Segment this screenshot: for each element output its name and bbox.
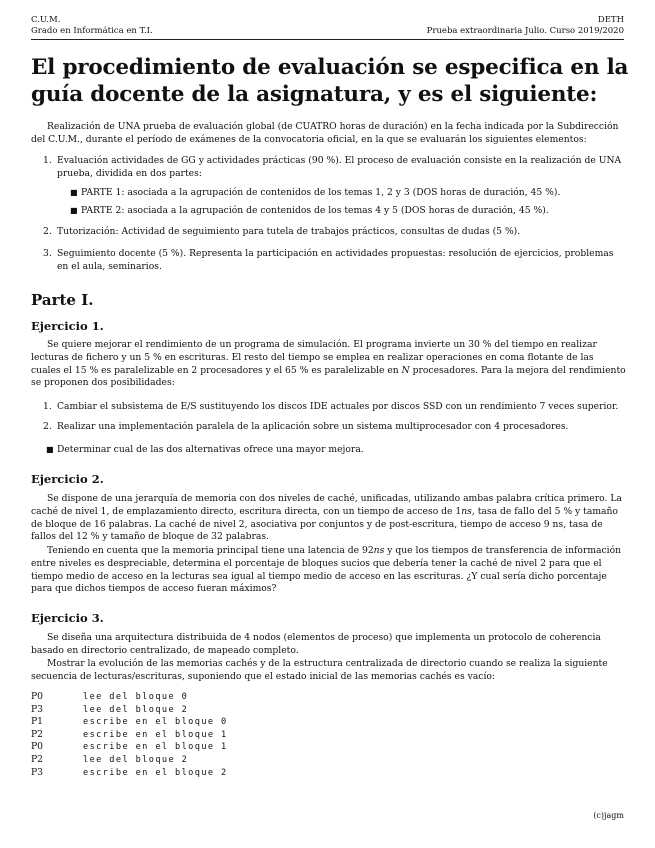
eval-item	[43, 155, 625, 181]
eval-item	[43, 226, 625, 239]
eval-item	[43, 248, 625, 274]
option-item	[43, 421, 625, 434]
eval-subitem	[70, 187, 626, 200]
intro-paragraph: Realización de UNA prueba de evaluación global (de CUATRO horas de duración) en la fecha indicada por la Subdirección del C.U.M., durante el período de exámenes de la convocatoria oficial, en la que se evaluarán los siguientes elementos:	[31, 121, 619, 145]
header-left	[31, 15, 153, 37]
header-rule	[31, 39, 624, 40]
exercise-2-paragraph-1: Se dispone de una jerarquía de memoria con dos niveles de caché, unificadas, utilizando ambas palabra crítica primero. La caché de nivel 1, de emplazamiento directo, escritura directa, con un tiempo de acceso de 1ns, tasa de fallo del 5 % y tamaño de bloque de 16 palabras. La caché de nivel 2, asociativa por conjuntos y de post-escritura, tiempo de acceso 9 ns, tasa de fallos del 12 % y tamaño de bloque de 32 palabras.	[31, 493, 622, 543]
eval-subitem-text: PARTE 1: asociada a la agrupación de contenidos de los temas 1, 2 y 3 (DOS horas de duración, 45 %).	[81, 187, 561, 198]
bullet-icon: ■	[70, 206, 78, 215]
degree: Grado en Informática en T.I.	[31, 26, 153, 36]
header-right	[427, 15, 624, 37]
exercise-1-statement: Se quiere mejorar el rendimiento de un programa de simulación. El programa invierte un 30 % del tiempo en realizar lecturas de fichero y un 5 % en escrituras. El resto del tiempo se emplea en realizar operaciones en coma flotante de las cuales el 15 % es paralelizable en 2 procesadores y el 65 % es paralelizable en N procesadores. Para la mejora del rendimiento se proponen dos posibilidades:	[31, 339, 626, 389]
footer-copyright: (c)jagm	[593, 811, 624, 820]
bullet-icon: ■	[46, 445, 54, 454]
eval-item-text: Seguimiento docente (5 %). Representa la participación en actividades propuestas: resolución de ejercicios, problemas en el aula, seminarios.	[57, 248, 614, 272]
list-marker: 1.	[43, 155, 52, 166]
option-item	[43, 401, 625, 414]
exercise-3-paragraph-2: Mostrar la evolución de las memorias cachés y de la estructura centralizada de directorio cuando se realiza la siguiente secuencia de lecturas/escrituras, suponiendo que el estado inicial de las memorias cachés es vacío:	[31, 658, 608, 682]
option-text: Cambiar el subsistema de E/S sustituyendo los discos IDE actuales por discos SSD con un rendimiento 7 veces superior.	[57, 401, 619, 412]
exercise-1-title: Ejercicio 1.	[31, 319, 104, 333]
task-item	[46, 444, 625, 457]
list-marker: 1.	[43, 401, 52, 412]
variable-n: N	[401, 364, 410, 376]
sequence-row: P0 lee del bloque 0	[31, 691, 189, 702]
task-text: Determinar cual de las dos alternativas ofrece una mayor mejora.	[57, 444, 364, 455]
bullet-icon: ■	[70, 188, 78, 197]
part-title: Parte I.	[31, 291, 94, 309]
sequence-row: P2 lee del bloque 2	[31, 753, 189, 765]
exercise-3-paragraph-1: Se diseña una arquitectura distribuida de 4 nodos (elementos de proceso) que implementa un protocolo de coherencia basado en directorio centralizado, de mapeado completo.	[31, 632, 601, 656]
exam-info: Prueba extraordinaria Julio. Curso 2019/2020	[426, 26, 624, 36]
eval-subitem	[70, 205, 626, 218]
eval-subitem-text: PARTE 2: asociada a la agrupación de contenidos de los temas 4 y 5 (DOS horas de duración, 45 %).	[81, 205, 549, 216]
exercise-2-paragraph-2: Teniendo en cuenta que la memoria principal tiene una latencia de 92ns y que los tiempos de transferencia de información entre niveles es despreciable, determina el porcentaje de bloques sucios que debería tener la caché de nivel 2 para que el tiempo medio de acceso en la lecturas sea igual al tiempo medio de acceso en las escrituras. ¿Y cual sería dicho porcentaje para que dichos tiempos de acceso fueran máximos?	[31, 545, 622, 595]
department: DETH	[597, 15, 624, 25]
sequence-row: P2 escribe en el bloque 1	[31, 728, 228, 740]
page-title: El procedimiento de evaluación se especifica en la guía docente de la asignatura, y es el siguiente:	[31, 55, 629, 107]
sequence-row: P3 escribe en el bloque 2	[31, 766, 228, 778]
eval-item-text: Evaluación actividades de GG y actividades prácticas (90 %). El proceso de evaluación consiste en la realización de UNA prueba, dividida en dos partes:	[57, 155, 622, 179]
sequence-row: P0 escribe en el bloque 1	[31, 741, 228, 753]
list-marker: 3.	[43, 248, 52, 259]
list-marker: 2.	[43, 226, 52, 237]
exercise-2-title: Ejercicio 2.	[31, 472, 104, 486]
institution: C.U.M.	[31, 15, 61, 25]
list-marker: 2.	[43, 421, 52, 432]
access-sequence	[31, 691, 228, 779]
eval-item-text: Tutorización: Actividad de seguimiento para tutela de trabajos prácticos, consultas de dudas (5 %).	[57, 226, 521, 237]
sequence-row: P1 escribe en el bloque 0	[31, 716, 228, 728]
exercise-3-title: Ejercicio 3.	[31, 611, 104, 625]
option-text: Realizar una implementación paralela de la aplicación sobre un sistema multiprocesador con 4 procesadores.	[57, 421, 569, 432]
sequence-row: P3 lee del bloque 2	[31, 703, 189, 715]
